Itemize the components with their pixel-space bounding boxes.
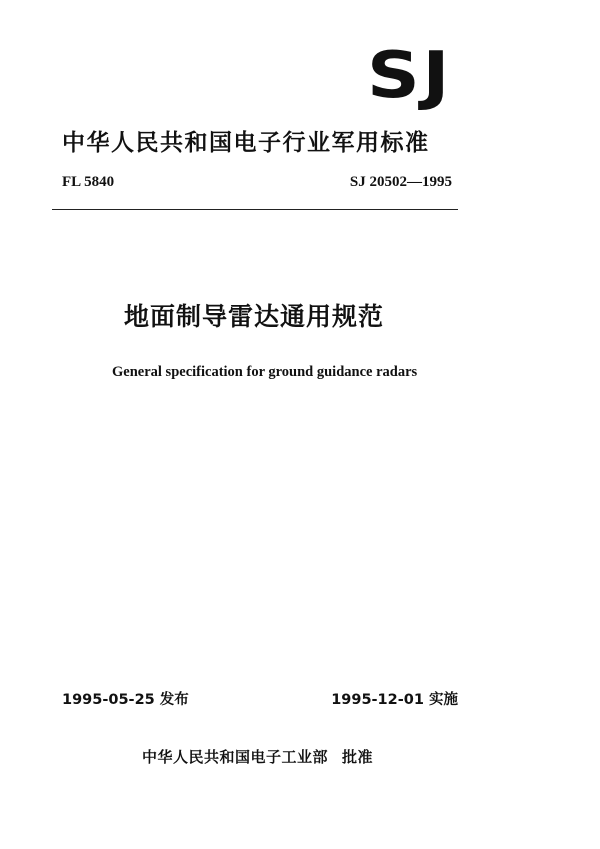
sj-logo: SJ (367, 39, 452, 113)
approved-label: 批准 (342, 748, 374, 766)
header-divider (52, 209, 458, 210)
issue-date: 1995-05-25 发布 (62, 692, 189, 708)
document-title-chinese: 地面制导雷达通用规范 (124, 302, 385, 331)
document-title-english: General specification for ground guidance radars (112, 364, 418, 380)
standard-type-heading: 中华人民共和国电子行业军用标准 (62, 130, 430, 156)
approval-line (142, 746, 373, 767)
standard-number: SJ 20502—1995 (349, 174, 452, 190)
effective-date: 1995-12-01 实施 (331, 692, 458, 708)
classification-code: FL 5840 (62, 174, 115, 190)
issuing-ministry: 中华人民共和国电子工业部 (142, 748, 329, 766)
